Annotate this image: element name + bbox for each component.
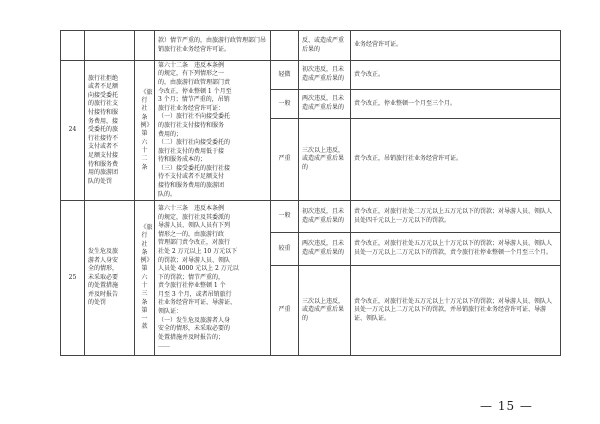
legal-basis-cell: 《旅行社条例》第六十三条第一款 <box>135 201 155 356</box>
legal-basis-cell <box>135 31 155 61</box>
penalty-standard-cell: 责令改正，对旅行社处五万元以上十万元以下的罚款；对导游人员、领队人员处一万元以上二万元以下的罚款，并吊销旅行社业务经营许可证、导游证、领队证。 <box>351 266 561 356</box>
penalty-standards-table <box>60 30 561 356</box>
penalty-standard-cell: 责令改正，吊销旅行社业务经营许可证。 <box>351 119 561 201</box>
table-row-25-general <box>61 201 561 233</box>
violation-type-cell: 发生危及旅 游者人身安 全的情形， 未采取必要 的处置措施 并及时报告 的处罚 <box>85 201 135 356</box>
provision-content-cell: 第六十三条 违反本条例 的规定，旅行社及其委派的 导游人员、领队人员有下列 情形之一的，由旅游行政 管理部门责令改正，对旅行 社处 2 万元以上 10 万元以下 的罚款；对导游人员、领队 人员处 4000 元以上 2 万元以 下的罚款；情节严重的， 责令旅行社停业整顿 1 个 月至 3 个月，或者吊销旅行 社业务经营许可证、导游证、 领队证： （一）发生危及旅游者人身 安全的情形，未采取必要的 处置措施并及时报告的； …… <box>155 201 271 356</box>
level-cell: 轻微 <box>271 61 299 90</box>
level-cell: 较重 <box>271 233 299 266</box>
circumstance-cell: 两次违反，且未造成严重后果的 <box>299 90 351 119</box>
level-cell: 严重 <box>271 119 299 201</box>
circumstance-cell: 初次违反，且未造成严重后果的 <box>299 201 351 233</box>
number-cell: 25 <box>61 201 85 356</box>
circumstance-cell: 两次违反，且未造成严重后果的 <box>299 233 351 266</box>
penalty-standard-cell: 责令改正，停业整顿一个月至三个月。 <box>351 90 561 119</box>
circumstance-cell: 三次以上违反，或造成严重后果的 <box>299 266 351 356</box>
provision-content-cell: 款）情节严重的，由旅游行政管理部门吊销旅行社业务经营许可证。 <box>155 31 271 61</box>
legal-basis-cell: 《旅行社条例》第六十二条 <box>135 61 155 201</box>
number-cell <box>61 31 85 61</box>
penalty-standard-cell: 业务经营许可证。 <box>351 31 561 61</box>
circumstance-cell: 反、或造成严重后果的 <box>299 31 351 61</box>
penalty-standard-cell: 责令改正，对旅行社处五万元以上十万元以下的罚款；对导游人员、领队人员处一万元以上二万元以下的罚款，责令旅行社停业整顿一个月至三个月。 <box>351 233 561 266</box>
number-cell: 24 <box>61 61 85 201</box>
table-row-24-minor <box>61 61 561 90</box>
level-cell <box>271 31 299 61</box>
circumstance-cell: 初次违反，且未造成严重后果的 <box>299 61 351 90</box>
penalty-standard-cell: 责令改正。 <box>351 61 561 90</box>
level-cell: 一般 <box>271 201 299 233</box>
page-number: — 15 — <box>480 399 533 413</box>
violation-type-cell: 旅行社拒绝 或者不足额 向接受委托 的旅行社支 付接待和服 务费用，接 受委托的旅 行社接待不 支付或者不 足额支付接 待和服务费 用的旅游团 队的处罚 <box>85 61 135 201</box>
table-row-continuation <box>61 31 561 61</box>
level-cell: 严重 <box>271 266 299 356</box>
circumstance-cell: 三次以上违反，或造成严重后果的 <box>299 119 351 201</box>
penalty-standard-cell: 责令改正，对旅行社处二万元以上五万元以下的罚款；对导游人员、领队人员处四千元以上一万元以下的罚款。 <box>351 201 561 233</box>
provision-content-cell: 第六十二条 违反本条例 的规定，有下列情形之一 的，由旅游行政管理部门责 令改正，停业整顿 1 个月至 3 个月；情节严重的，吊销 旅行社业务经营许可证： （一）旅行社不向接受委托 的旅行社支付接待和服务 费用的； （二）旅行社向接受委托的 旅行社支付的费用低于接 待和服务成本的； （三）接受委托的旅行社接 待不支付或者不足额支付 接待和服务费用的旅游团 队的。 <box>155 61 271 201</box>
violation-type-cell <box>85 31 135 61</box>
level-cell: 一般 <box>271 90 299 119</box>
